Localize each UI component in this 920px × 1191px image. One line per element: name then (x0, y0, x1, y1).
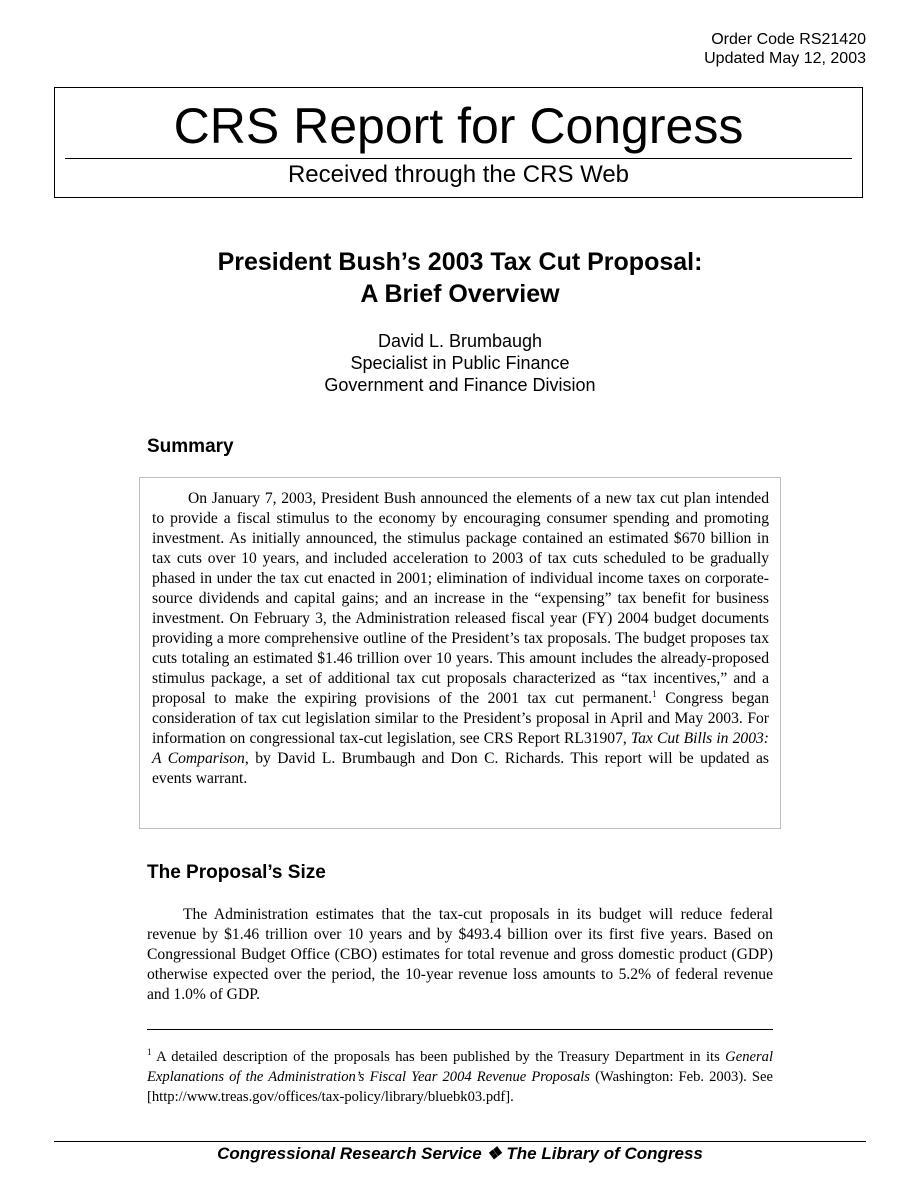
summary-text-part-2: Congress began consideration of tax cut legislation similar to the President’s proposal in April and May 2003. For information on congressional tax-cut legislation, see CRS Report RL31907, (152, 690, 769, 747)
report-title-line-2: A Brief Overview (360, 280, 560, 308)
footer-crs: Congressional Research Service (217, 1144, 482, 1163)
summary-heading: Summary (147, 436, 234, 457)
author-block (0, 330, 920, 396)
proposal-size-text: The Administration estimates that the tax-cut proposals in its budget will reduce federal revenue by $1.46 trillion over 10 years and by $493.4 billion over its first five years. Based on Congressional Budget Office (CBO) estimates for total revenue and gross domestic product (GDP) otherwise expected over the period, the 10-year revenue loss amounts to 5.2% of federal revenue and 1.0% of GDP. (147, 906, 773, 1003)
summary-text-part-3: , by David L. Brumbaugh and Don C. Richards. This report will be updated as events warrant. (152, 750, 769, 787)
footnote-publication-title: General Explanations of the Administration’s Fiscal Year 2004 Revenue Proposals (147, 1049, 773, 1085)
author-name: David L. Brumbaugh (377, 331, 543, 351)
order-code-block (704, 30, 866, 68)
footnote-text-part-1: A detailed description of the proposals has been published by the Treasury Department in its (151, 1049, 726, 1065)
banner-title: CRS Report for Congress (173, 98, 744, 154)
proposal-size-heading: The Proposal’s Size (147, 862, 326, 883)
footnote (147, 1047, 773, 1107)
footer-divider (54, 1141, 866, 1142)
summary-text (152, 489, 769, 789)
updated-date: Updated May 12, 2003 (704, 50, 866, 67)
footnote-text-part-2: (Washington: Feb. 2003). See [http://www.treas.gov/offices/tax-policy/library/bluebk03.pdf]. (147, 1069, 774, 1105)
report-title (0, 246, 920, 310)
banner-divider (65, 158, 852, 159)
footnote-reference[interactable]: 1 (652, 688, 657, 699)
footnote-marker: 1 (147, 1047, 152, 1058)
crs-banner (54, 87, 863, 198)
order-code: Order Code RS21420 (711, 31, 866, 48)
footer-separator-icon: ❖ (486, 1144, 502, 1163)
footnote-divider (147, 1029, 773, 1030)
author-title: Specialist in Public Finance (350, 353, 570, 373)
report-title-line-1: President Bush’s 2003 Tax Cut Proposal: (217, 248, 703, 276)
report-reference-title: Tax Cut Bills in 2003: A Comparison (152, 730, 769, 767)
page-footer (0, 1143, 920, 1165)
footer-library: The Library of Congress (506, 1144, 703, 1163)
banner-subtitle: Received through the CRS Web (287, 161, 630, 188)
author-division: Government and Finance Division (324, 375, 596, 395)
summary-box (139, 477, 781, 829)
summary-text-part-1: On January 7, 2003, President Bush announced the elements of a new tax cut plan intended to provide a fiscal stimulus to the economy by encouraging consumer spending and promoting investment. As initially announced, the stimulus package contained an estimated $670 billion in tax cuts over 10 years, and included acceleration to 2003 of tax cuts scheduled to be gradually phased in under the tax cut enacted in 2001; elimination of individual income taxes on corporate-source dividends and capital gains; and an increase in the “expensing” tax benefit for business investment. On February 3, the Administration released fiscal year (FY) 2004 budget documents providing a more comprehensive outline of the President’s tax proposals. The budget proposes tax cuts totaling an estimated $1.46 trillion over 10 years. This amount includes the already-proposed stimulus package, a set of additional tax cut proposals characterized as “tax incentives,” and a proposal to make the expiring provisions of the 2001 tax cut permanent. (152, 490, 769, 707)
